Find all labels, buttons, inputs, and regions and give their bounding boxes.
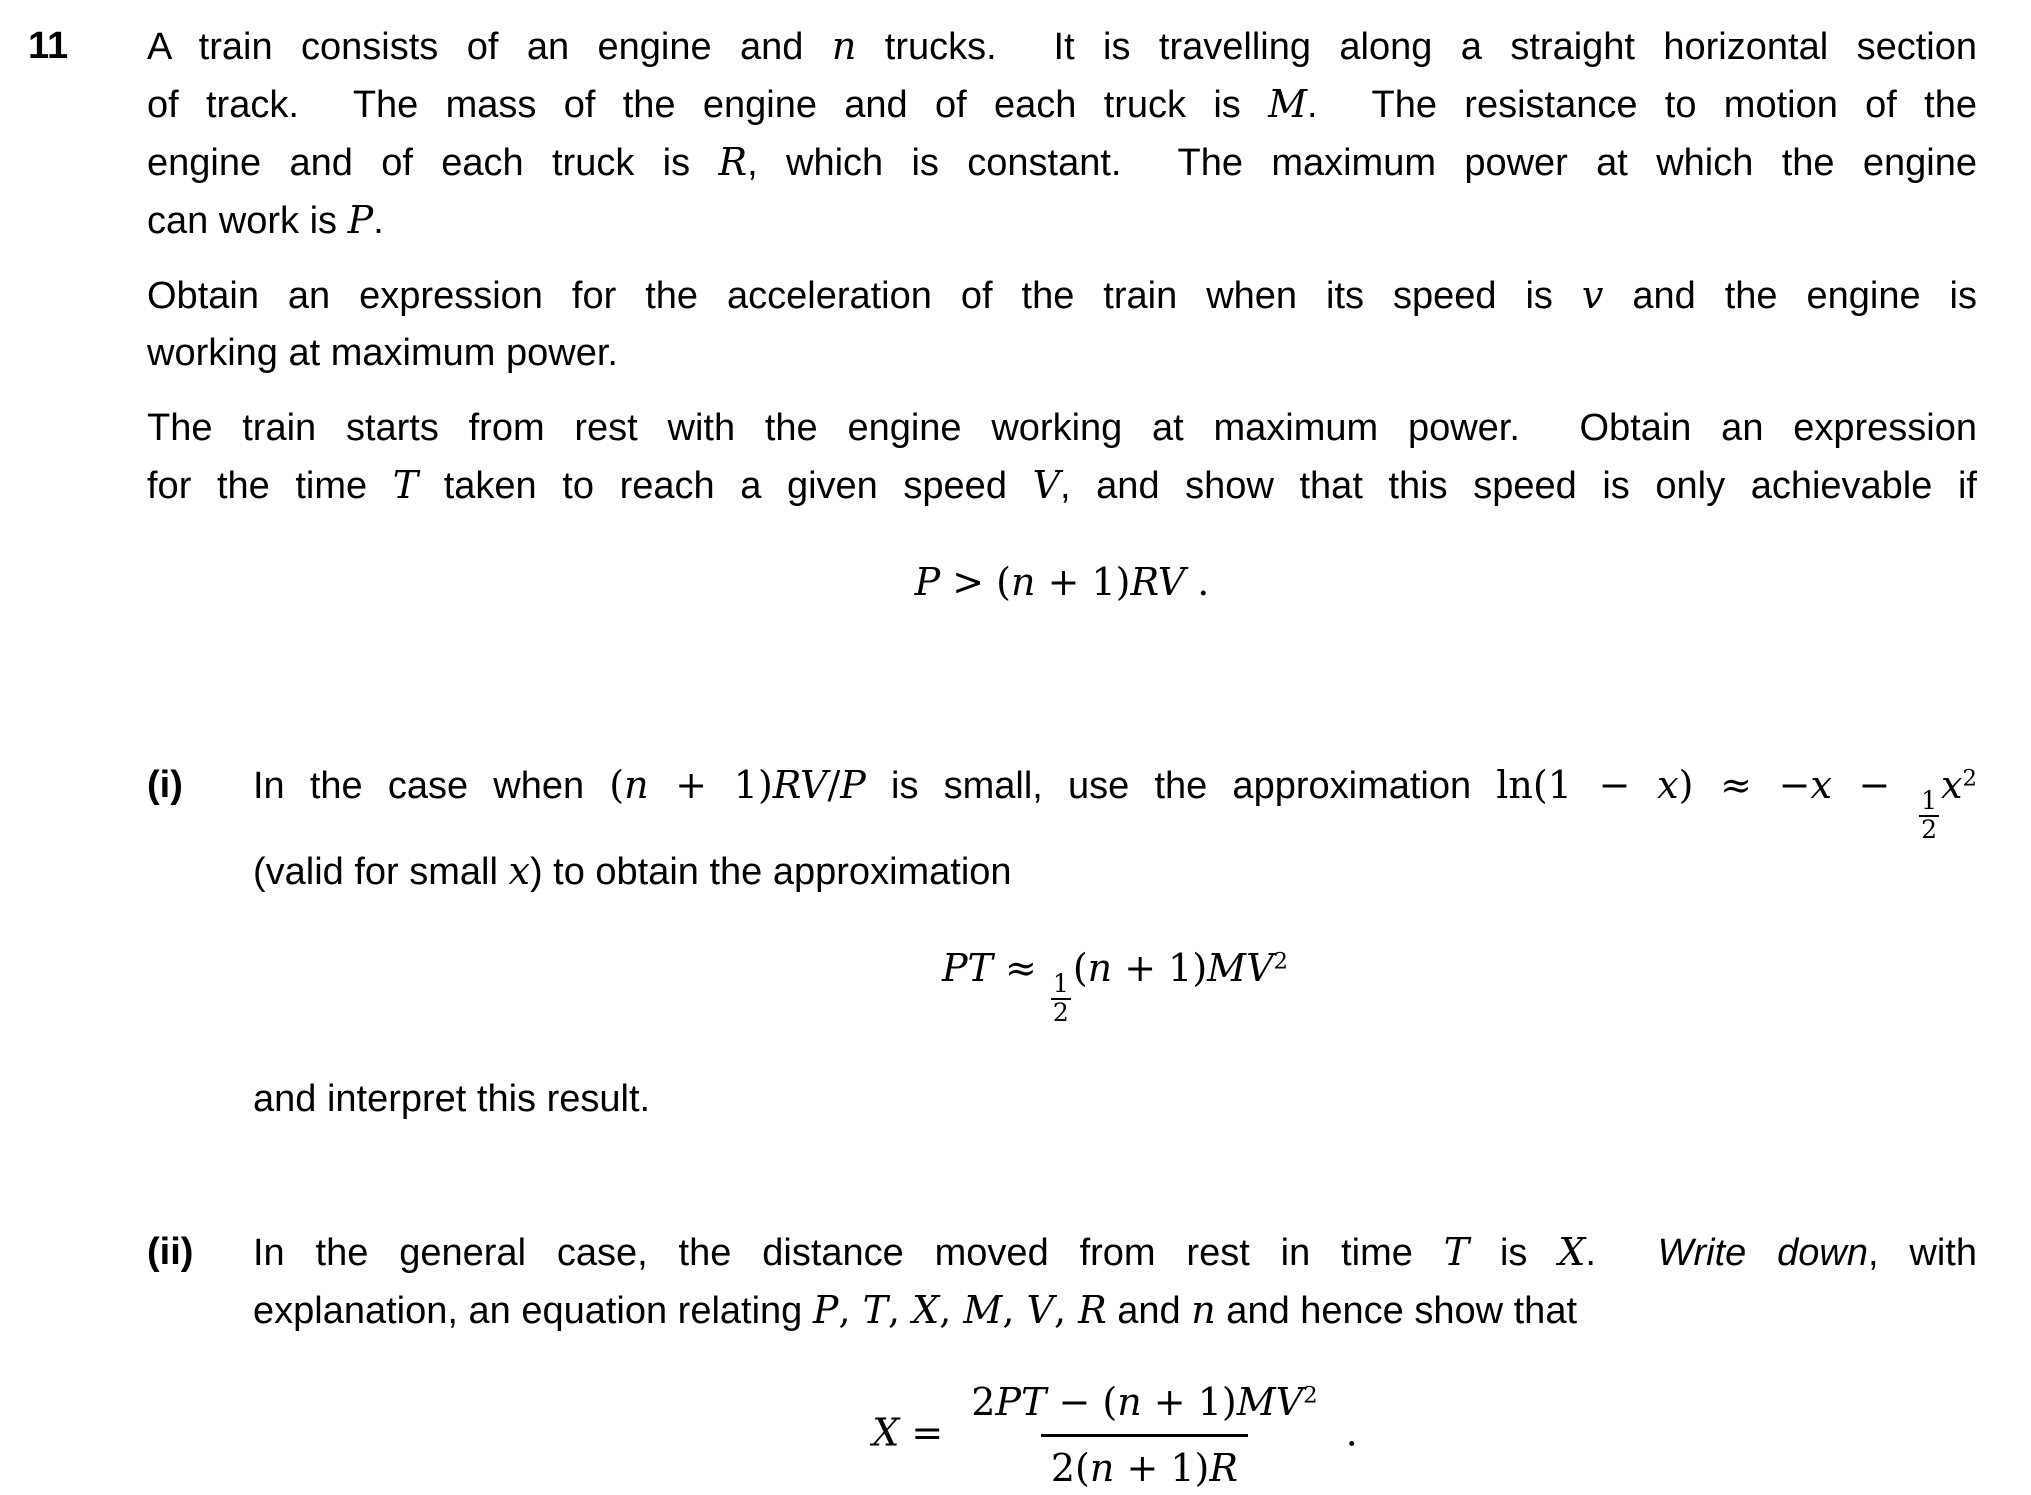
part-ii-line-2: explanation, an equation relating P, T, X, M, V, R and n and hence show that	[253, 1287, 1578, 1332]
inline-fraction: $\frac{1}{2}$	[1052, 969, 1069, 1027]
time-paragraph	[147, 400, 1977, 515]
display-fraction: $\frac{2PT - (n + 1)MV^2}{2(n + 1)R}$	[961, 1376, 1327, 1495]
acceleration-line-2: working at maximum power.	[147, 332, 618, 374]
intro-line-4: can work is P.	[147, 198, 384, 242]
intro-line-1: A train consists of an engine and n trucks. It is travelling along a straight horizontal section	[147, 24, 1977, 68]
acceleration-line-1: Obtain an expression for the acceleration of the train when its speed is v and the engine is	[147, 273, 1978, 317]
part-i-line-2: (valid for small x) to obtain the approximation	[253, 848, 1012, 893]
part-i-line-1: In the case when (n + 1)RV/P is small, use the approximation ln(1 − x) ≈ −x − $\frac{1}{2}$ $x^2$	[253, 763, 1977, 844]
part-ii-marker: (ii)	[147, 1230, 194, 1273]
intro-line-2: of track. The mass of the engine and of each truck is M. The resistance to motion of the	[147, 82, 1977, 126]
equation-pt-approximation: PT ≈ $\frac{1}{2}$ $(n + 1)MV^2$	[941, 945, 1289, 1027]
part-ii-line-1: In the general case, the distance moved from rest in time T is X. Write down, with	[253, 1229, 1977, 1274]
question-number: 11	[28, 25, 69, 67]
time-line-2: for the time T taken to reach a given speed V, and show that this speed is only achievable if	[147, 463, 1977, 507]
intro-line-3: engine and of each truck is R, which is constant. The maximum power at which the engine	[147, 140, 1977, 184]
part-i	[147, 757, 1977, 1128]
inline-fraction: $\frac{1}{2}$	[1921, 786, 1938, 844]
part-i-line-3: and interpret this result.	[253, 1077, 651, 1120]
intro-paragraph	[147, 18, 1977, 250]
acceleration-paragraph	[147, 267, 1977, 382]
equation-distance-result: X = $\frac{2PT - (n + 1)MV^2}{2(n + 1)R}$ .	[253, 1376, 1977, 1495]
time-line-1: The train starts from rest with the engine working at maximum power. Obtain an expression	[147, 407, 1977, 449]
part-i-marker: (i)	[147, 764, 183, 806]
equation-speed-condition: P > (n + 1)RV .	[914, 560, 1210, 604]
part-ii	[147, 1224, 1977, 1495]
